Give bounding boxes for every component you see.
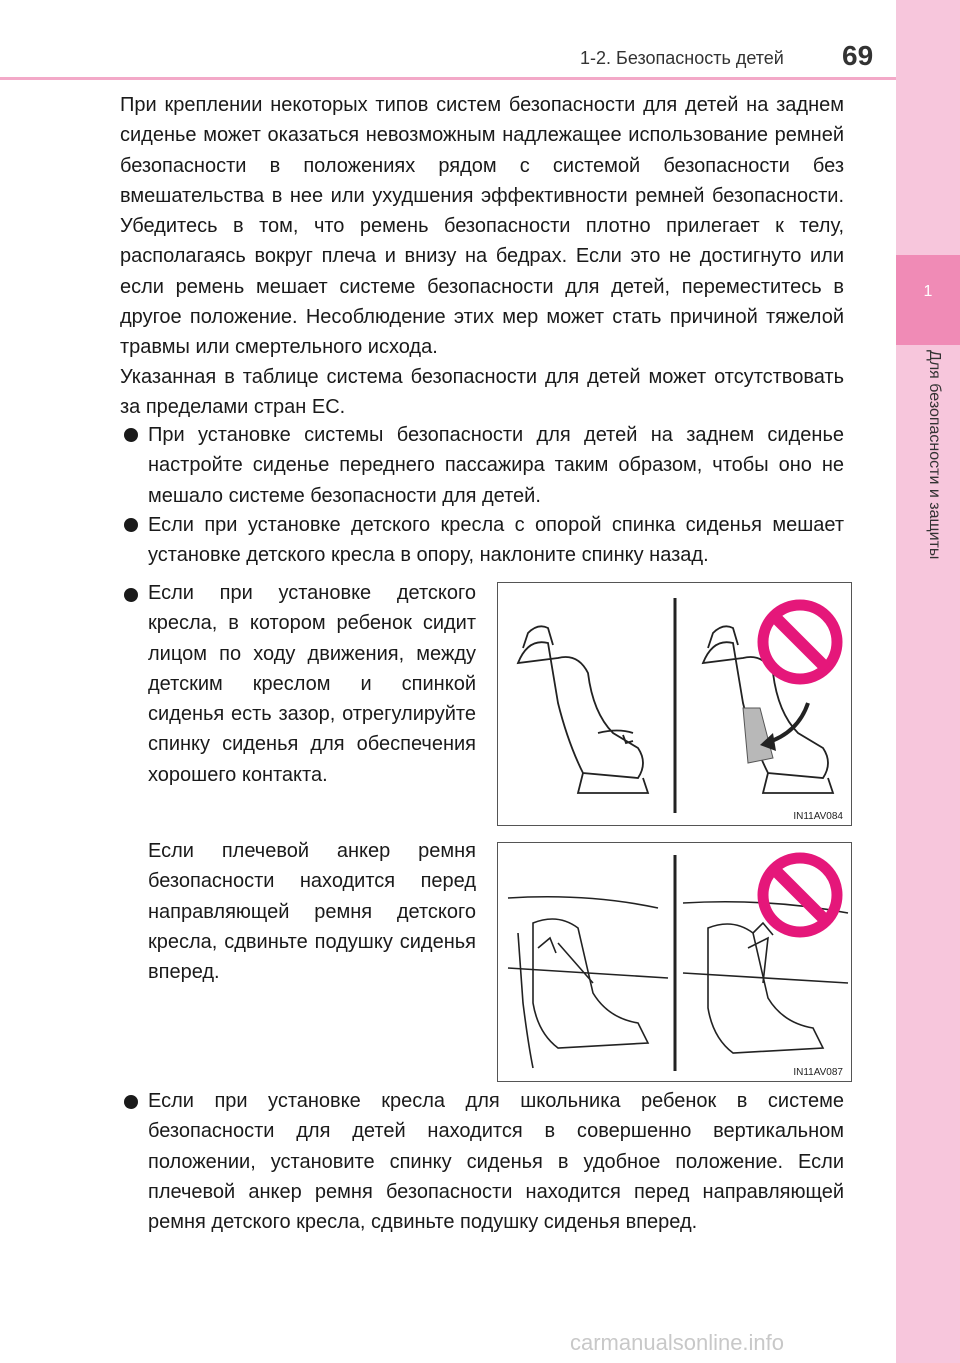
figure-seat-gap	[497, 582, 852, 826]
prohibited-icon	[756, 598, 844, 686]
chapter-number: 1	[923, 283, 933, 300]
prohibited-icon	[756, 851, 844, 939]
bullet-item-3-continued: Если плечевой анкер ремня безопасности находится перед направляющей ремня детского кресла, сдвиньте подушку сиденья вперед.	[148, 840, 476, 984]
section-title: 1-2. Безопасность детей	[580, 48, 784, 68]
bullet-item-4: Если при установке кресла для школьника ребенок в системе безопасности для детей находится в совершенно вертикальном положении, установите спинку сиденья в удобное положение. Если плечевой анкер ремня безопасности находится перед направляющей ремня детского кресла, сдвиньте подушку сиденья вперед.	[148, 1090, 844, 1234]
header-divider	[0, 77, 896, 80]
page-number: 69	[842, 40, 874, 71]
availability-note: Указанная в таблице система безопасности для детей может отсутствовать за пределами стран ЕС.	[120, 366, 844, 419]
bullet-dot	[124, 588, 138, 602]
figure-booster-seat	[497, 842, 852, 1082]
chapter-sidebar	[896, 0, 960, 1363]
figure-code: IN11AV087	[793, 1067, 843, 1078]
intro-paragraph: При креплении некоторых типов систем безопасности для детей на заднем сиденье может оказаться невозможным надлежащее использование ремней безопасности в положениях рядом с системой безопасности без вмешательства в нее или ухудшения эффективности ремней безопасности. Убедитесь в том, что ремень безопасности плотно прилегает к телу, располагаясь вокруг плеча и внизу на бедрах. Если это не достигнуто или если ремень мешает системе безопасности для детей, переместитесь в другое положение. Несоблюдение этих мер может стать причиной тяжелой травмы или смертельного исхода.	[120, 94, 844, 359]
chapter-title: Для безопасности и защиты	[926, 350, 943, 560]
bullet-dot	[124, 518, 138, 532]
bullet-dot	[124, 1095, 138, 1109]
bullet-item-2: Если при установке детского кресла с опорой спинка сиденья мешает установке детского кресла в опору, наклоните спинку назад.	[148, 514, 844, 567]
watermark: carmanualsonline.info	[570, 1330, 785, 1355]
bullet-item-3: Если при установке детского кресла, в котором ребенок сидит лицом по ходу движения, между детским креслом и спинкой сиденья есть зазор, отрегулируйте спинку сиденья для обеспечения хорошего контакта.	[148, 582, 476, 786]
figure-code: IN11AV084	[793, 811, 843, 822]
bullet-item-1: При установке системы безопасности для детей на заднем сиденье настройте сиденье переднего пассажира таким образом, чтобы оно не мешало системе безопасности для детей.	[148, 424, 844, 507]
bullet-dot	[124, 428, 138, 442]
